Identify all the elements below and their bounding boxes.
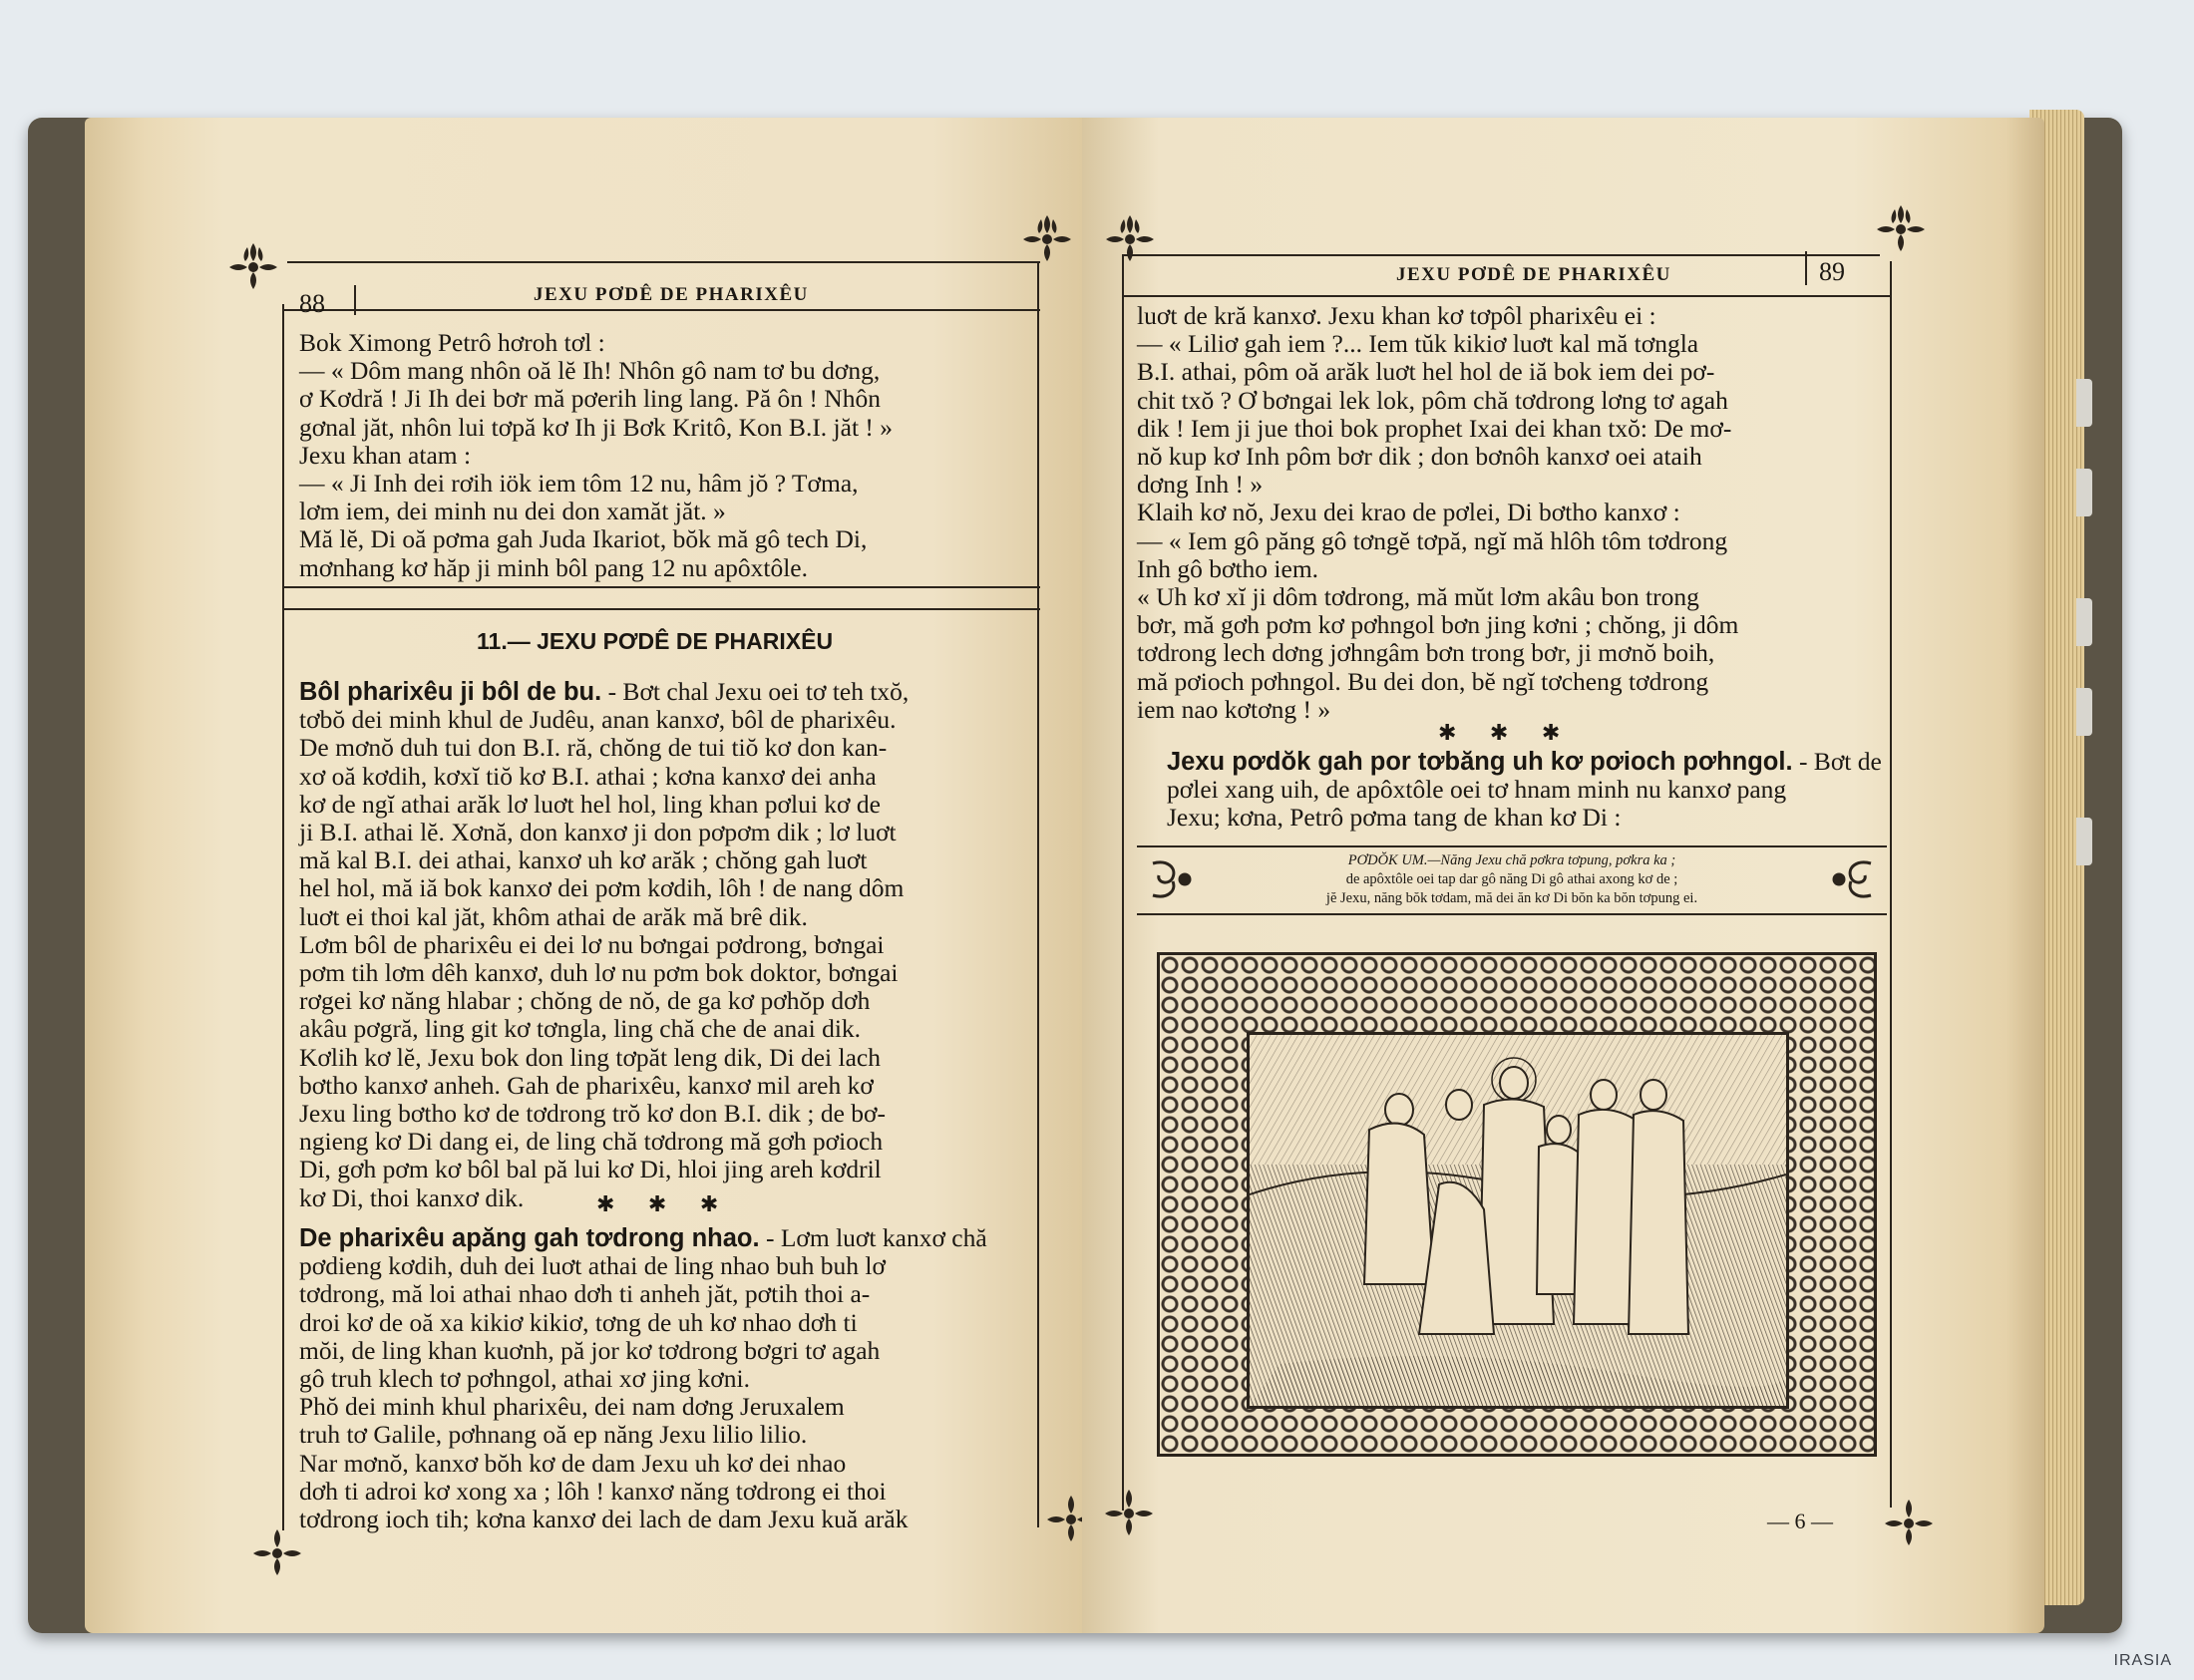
text-line: pơlei xang uih, de apôxtôle oei tơ hnam minh nu kanxơ pang: [1167, 775, 1787, 805]
text-line: gơnal jăt, nhôn lui tơpă kơ Ih ji Bơk Kritô, Kon B.I. jăt ! »: [299, 412, 894, 442]
text-line: Kơlih kơ lĕ, Jexu bok don ling tơpăt leng dik, Di dei lach: [299, 1042, 881, 1072]
text-line: « Uh kơ xĭ ji dôm tơdrong, mă mŭt lơm akâu bon trong: [1137, 582, 1699, 612]
caption-box: [1137, 845, 1887, 915]
paragraph-lead: De pharixêu apăng gah tơdrong nhao.: [299, 1224, 760, 1252]
ornamental-stars: ✱ ✱ ✱: [1438, 720, 1575, 745]
scroll-ornament-icon: [1145, 855, 1197, 903]
text-line: — « Ji Inh dei rơih iök iem tôm 12 nu, hâm jŏ ? Tơma,: [299, 469, 859, 499]
page-tab: [2076, 598, 2092, 646]
text-line: xơ oă kơdih, kơxĭ tiŏ kơ B.I. athai ; kơna kanxơ dei anha: [299, 761, 877, 791]
text-line: dơng Inh ! »: [1137, 470, 1264, 500]
header-rule: [287, 261, 1040, 263]
text-line: — « Liliơ gah iem ?... Iem tŭk kikiơ luơt kal mă tơngla: [1137, 329, 1699, 359]
text-line: pơdieng kơdih, duh dei luơt athai de ling nhao buh buh lơ: [299, 1251, 886, 1281]
text-line: tơdrong, mă loi athai nhao dơh ti anheh jăt, pơtih thoi a-: [299, 1279, 871, 1309]
fleuron-ornament-icon: [1102, 211, 1158, 267]
text-line: luơt ei thoi kal jăt, khôm athai de arăk mă brê dik.: [299, 901, 808, 931]
engraving-scene-icon: [1250, 1035, 1786, 1406]
text-line: tơbŏ dei minh khul de Judêu, anan kanxơ, bôl de pharixêu.: [299, 705, 897, 735]
text-line: nŏ kup kơ Inh pôm bơr dik ; don bơnôh kanxơ oei ataih: [1137, 442, 1702, 472]
fleuron-ornament-icon: [249, 1525, 305, 1581]
text-line: mŏi, de ling khan kuơnh, pă jor kơ tơdrong bơgri tơ agah: [299, 1335, 881, 1365]
text-line: — « Dôm mang nhôn oă lĕ Ih! Nhôn gô nam tơ bu dơng,: [299, 356, 881, 386]
scroll-ornament-icon: [1827, 855, 1879, 903]
text-line: tơdrong lech dơng jơhngâm bơn trong bơr, ji mơnŏ boih,: [1137, 638, 1715, 668]
text-line: Bok Ximong Petrô hơroh tơl :: [299, 328, 605, 357]
text-line: Phŏ dei minh khul pharixêu, dei nam dơng Jeruxalem: [299, 1392, 845, 1422]
text-line: truh tơ Galile, pơhnang oă ep năng Jexu lilio lilio.: [299, 1420, 808, 1450]
text-line: bơtho kanxơ anheh. Gah de pharixêu, kanxơ mil areh kơ: [299, 1070, 874, 1100]
text-line: - Bơt de: [1798, 747, 1882, 776]
text-line: Di, gơh pơm kơ bôl bal pă lui kơ Di, hloi jing areh kơdril: [299, 1155, 882, 1184]
right-top-text: [1137, 302, 1738, 724]
paragraph-lead: Jexu pơdŏk gah por tơbăng uh kơ pơioch pơhngol.: [1167, 748, 1793, 776]
text-line: rơgei kơ năng hlabar ; chŏng de nŏ, de ga kơ pơhŏp dơh: [299, 986, 871, 1016]
text-line: B.I. athai, pôm oă arăk luơt hel hol de iă bok iem dei pơ-: [1137, 357, 1715, 387]
text-line: De mơnŏ duh tui don B.I. ră, chŏng de tui tiŏ kơ don kan-: [299, 733, 888, 763]
page-frame-right: [1037, 261, 1039, 1527]
text-line: lơm iem, dei minh nu dei don xamăt jăt. »: [299, 497, 726, 526]
caption-line: jĕ Jexu, năng bŏk tơdam, mă dei ăn kơ Di bŏn ka bŏn tơpung ei.: [1325, 890, 1698, 906]
text-line: - Bơt chal Jexu oei tơ teh txŏ,: [607, 677, 910, 706]
text-line: — « Iem gô păng gô tơngĕ tơpă, ngĭ mă hlôh tôm tơdrong: [1137, 525, 1728, 555]
text-line: ngieng kơ Di dang ei, de ling chă tơdrong mă gơh pơioch: [299, 1127, 884, 1157]
text-line: kơ de ngĭ athai arăk lơ luơt hel hol, ling khan pơlui kơ de: [299, 789, 881, 819]
text-line: ji B.I. athai lĕ. Xơnă, don kanxơ ji don pơpơm dik ; lơ luơt: [299, 818, 897, 847]
text-line: pơm tih lơm dêh kanxơ, duh lơ nu pơm bok doktor, bơngai: [299, 958, 899, 988]
paragraph-lead: Bôl pharixêu ji bôl de bu.: [299, 678, 602, 706]
text-line: tơdrong ioch tih; kơna kanxơ dei lach de dam Jexu kuă arăk: [299, 1505, 909, 1534]
text-line: ơ Kơdră ! Ji Ih dei bơr mă pơerih ling lang. Pă ôn ! Nhôn: [299, 384, 881, 414]
watermark: IRASIA: [2113, 1652, 2172, 1669]
header-divider: [354, 285, 356, 315]
text-line: kơ Di, thoi kanxơ dik.: [299, 1182, 525, 1212]
header-divider: [1805, 251, 1807, 285]
page-frame-left: [282, 304, 284, 1530]
page-number: 89: [1819, 257, 1845, 286]
text-line: iem nao kơtơng ! »: [1137, 694, 1331, 724]
fleuron-ornament-icon: [1101, 1486, 1157, 1541]
text-line: Jexu; kơna, Petrô pơma tang de khan kơ Di :: [1167, 803, 1622, 833]
illustration-caption: [1217, 851, 1807, 908]
text-line: bơr, mă gơh pơm kơ pơhngol bơn jing kơni ; chŏng, ji dôm: [1137, 610, 1739, 640]
text-line: mă pơioch pơhngol. Bu dei don, bĕ ngĭ tơcheng tơdrong: [1137, 666, 1709, 696]
caption-line: de apôxtôle oei tap dar gô năng Di gô athai axong kơ de ;: [1345, 871, 1678, 887]
left-top-text: [299, 329, 893, 582]
text-line: Nar mơnŏ, kanxơ bŏh kơ de dam Jexu uh kơ dei nhao: [299, 1448, 847, 1478]
signature-mark: — 6 —: [1767, 1509, 1833, 1533]
page-frame-right: [1890, 261, 1892, 1508]
text-line: - Lơm luơt kanxơ chă: [765, 1223, 987, 1252]
text-line: gô truh klech tơ pơhngol, athai xơ jing kơni.: [299, 1364, 750, 1394]
running-head: JEXU PƠDÊ DE PHARIXÊU: [534, 284, 809, 305]
header-rule: [282, 309, 1040, 311]
left-paragraph-1: [299, 678, 909, 1212]
section-rule: [282, 608, 1040, 610]
left-paragraph-2: [299, 1224, 987, 1533]
caption-line: PƠDŎK UM.—Năng Jexu chă pơkra tơpung, pơkra ka ;: [1347, 852, 1676, 868]
text-line: Lơm bôl de pharixêu ei dei lơ nu bơngai pơdrong, bơngai: [299, 929, 885, 959]
fleuron-ornament-icon: [1019, 211, 1075, 267]
text-line: Jexu khan atam :: [299, 440, 472, 470]
text-line: mă kal B.I. dei athai, kanxơ uh kơ arăk ; chŏng gah luơt: [299, 845, 868, 875]
right-paragraph: [1167, 748, 1882, 833]
text-line: luơt de kră kanxơ. Jexu khan kơ tơpôl pharixêu ei :: [1137, 301, 1656, 330]
page-tab: [2076, 469, 2092, 516]
page-frame-left: [1122, 254, 1124, 1511]
text-line: dơh ti adroi kơ xong xa ; lôh ! kanxơ năng tơdrong ei thoi: [299, 1476, 887, 1506]
section-rule: [282, 586, 1040, 588]
page-tab: [2076, 688, 2092, 736]
text-line: Klaih kơ nŏ, Jexu dei krao de pơlei, Di bơtho kanxơ :: [1137, 498, 1680, 527]
text-line: chit txŏ ? Ơ bơngai lek lok, pôm chă tơdrong lơng tơ agah: [1137, 385, 1728, 415]
page-number: 88: [299, 289, 325, 318]
header-rule: [1122, 295, 1890, 297]
fleuron-ornament-icon: [225, 239, 281, 295]
fleuron-ornament-icon: [1873, 201, 1929, 257]
header-rule: [1122, 254, 1880, 256]
text-line: Mă lĕ, Di oă pơma gah Juda Ikariot, bŏk mă gô tech Di,: [299, 524, 868, 554]
page-tab: [2076, 818, 2092, 865]
text-line: droi kơ de oă xa kikiơ kikiơ, tơng de uh kơ nhao dơh ti: [299, 1307, 858, 1337]
text-line: mơnhang kơ hăp ji minh bôl pang 12 nu apôxtôle.: [299, 552, 808, 582]
page-tab: [2076, 379, 2092, 427]
section-title: 11.— JEXU PƠDÊ DE PHARIXÊU: [477, 628, 834, 654]
fleuron-ornament-icon: [1881, 1496, 1937, 1551]
ornamental-stars: ✱ ✱ ✱: [596, 1191, 733, 1216]
text-line: hel hol, mă iă bok kanxơ dei pơm kơdih, lôh ! de nang dôm: [299, 873, 905, 903]
engraving-illustration: [1247, 1032, 1789, 1409]
running-head: JEXU PƠDÊ DE PHARIXÊU: [1396, 264, 1671, 285]
text-line: Jexu ling bơtho kơ de tơdrong trŏ kơ don B.I. dik ; de bơ-: [299, 1099, 886, 1129]
text-line: akâu pơgră, ling git kơ tơngla, ling chă che de anai dik.: [299, 1014, 862, 1044]
text-line: dik ! Iem ji jue thoi bok prophet Ixai dei khan txŏ: De mơ-: [1137, 413, 1732, 443]
text-line: Inh gô bơtho iem.: [1137, 553, 1319, 583]
